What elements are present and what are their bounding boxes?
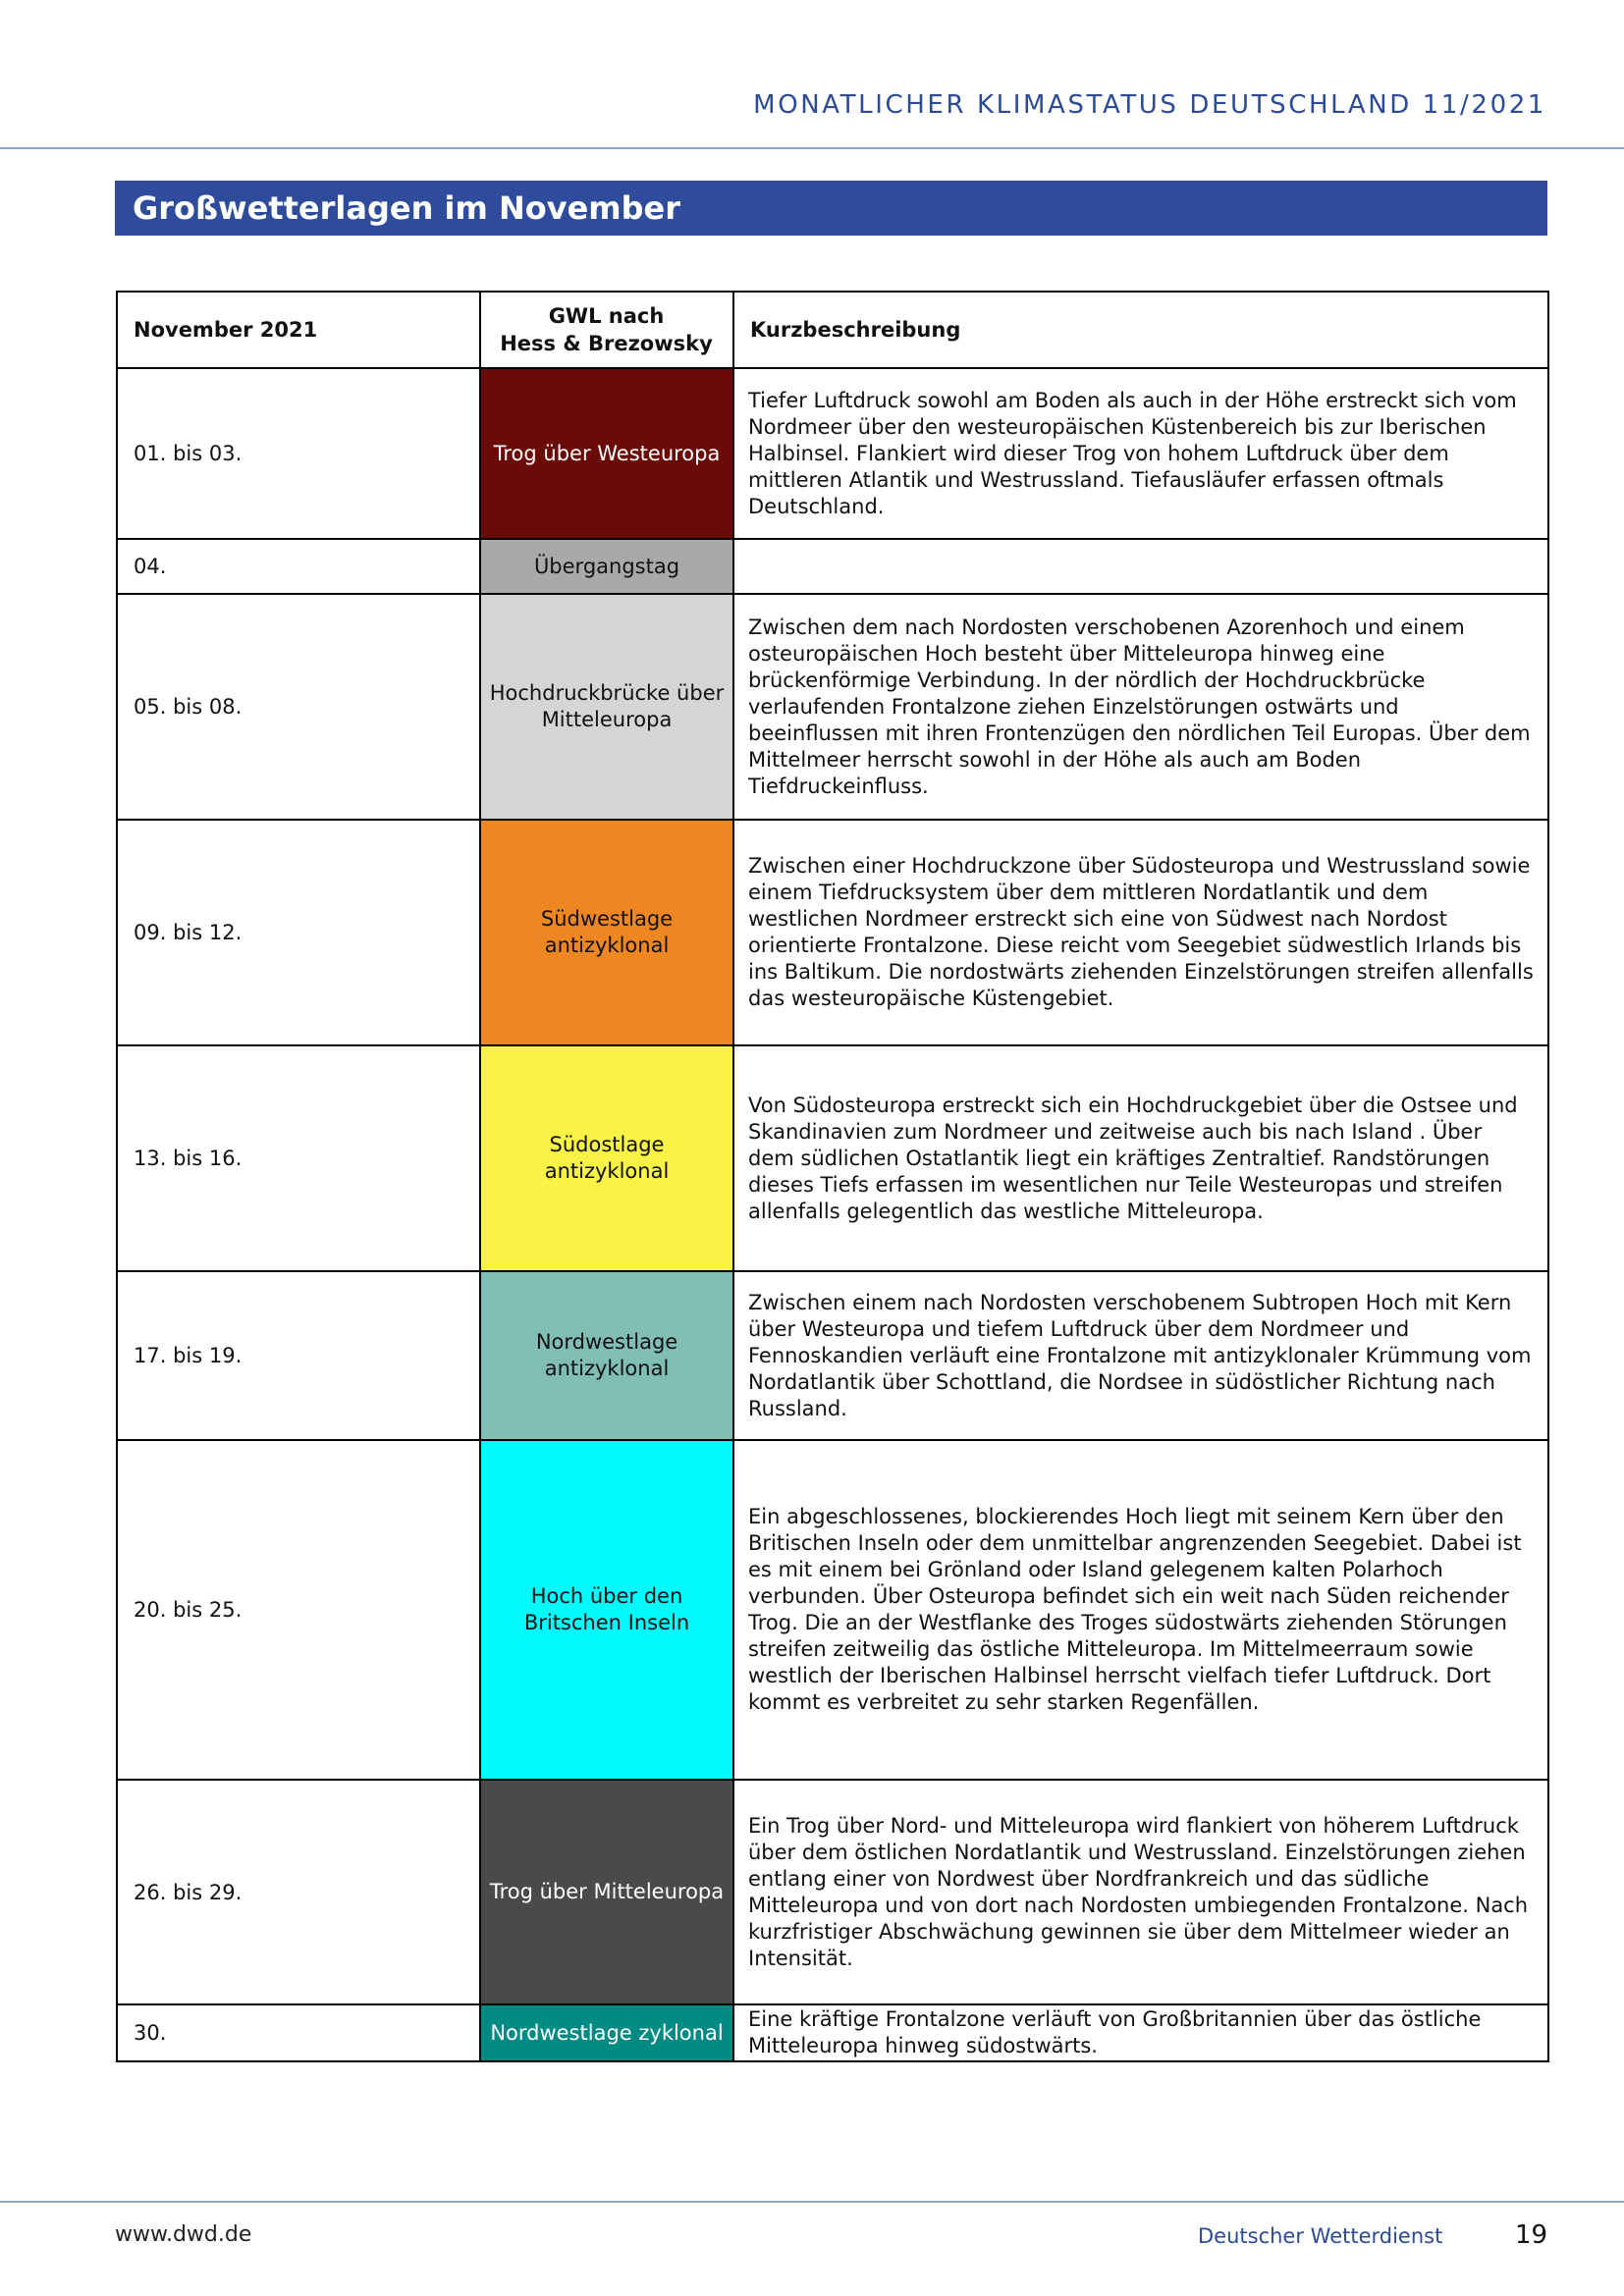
table-header-row [117,292,1548,368]
date-cell: 09. bis 12. [117,820,480,1045]
column-header-description: Kurzbeschreibung [733,292,1548,368]
table-row [117,1780,1548,2004]
gwl-table [116,291,1549,2062]
description-cell: Ein abgeschlossenes, blockierendes Hoch liegt mit seinem Kern über den Britischen Inseln oder dem unmittelbar angrenzenden Seegebiet. Dabei ist es mit einem bei Grönland oder Island gelegenem kalten Polarhoch verbunden. Über Osteuropa befindet sich ein weit nach Süden reichender Trog. Die an der Westflanke des Troges südostwärts ziehenden Störungen streifen zeitweilig das östliche Mitteleuropa. Im Mittelmeerraum sowie westlich der Iberischen Halbinsel herrscht vielfach tiefer Luftdruck. Dort kommt es verbreitet zu sehr starken Regenfällen. [733,1440,1548,1780]
date-cell: 05. bis 08. [117,594,480,820]
description-cell: Zwischen einem nach Nordosten verschobenem Subtropen Hoch mit Kern über Westeuropa und tiefem Luftdruck über dem Nordmeer und Fennoskandien verläuft eine Frontalzone mit antizyklonaler Krümmung vom Nordatlantik über Schottland, die Nordsee in südöstlicher Richtung nach Russland. [733,1271,1548,1440]
table-row [117,594,1548,820]
gwl-cell: Hochdruckbrücke über Mitteleuropa [480,594,733,820]
section-title: Großwetterlagen im November [115,181,1547,236]
date-cell: 13. bis 16. [117,1045,480,1271]
description-cell: Zwischen dem nach Nordosten verschobenen Azorenhoch und einem osteuropäischen Hoch besteht über Mitteleuropa hinweg eine brückenförmige Verbindung. In der nördlich der Hochdruckbrücke verlaufenden Frontalzone ziehen Einzelstörungen ostwärts und beeinflussen mit ihren Frontenzügen den nördlichen Teil Europas. Über dem Mittelmeer herrscht sowohl in der Höhe als auch am Boden Tiefdruckeinfluss. [733,594,1548,820]
table-row [117,1271,1548,1440]
table-row [117,539,1548,594]
footer-organization: Deutscher Wetterdienst [1198,2224,1443,2248]
description-cell: Von Südosteuropa erstreckt sich ein Hochdruckgebiet über die Ostsee und Skandinavien zum Nordmeer und zeitweise auch bis nach Island . Über dem südlichen Ostatlantik liegt ein kräftiges Zentraltief. Randstörungen dieses Tiefs erfassen im wesentlichen nur Teile Westeuropas und streifen allenfalls gelegentlich das westliche Mitteleuropa. [733,1045,1548,1271]
date-cell: 30. [117,2004,480,2061]
description-cell: Zwischen einer Hochdruckzone über Südosteuropa und Westrussland sowie einem Tiefdrucksystem über dem mittleren Nordatlantik und dem westlichen Nordmeer erstreckt sich eine von Südwest nach Nordost orientierte Frontalzone. Diese reicht vom Seegebiet südwestlich Irlands bis ins Baltikum. Die nordostwärts ziehenden Einzelstörungen streifen allenfalls das westeuropäische Küstengebiet. [733,820,1548,1045]
gwl-cell: Übergangstag [480,539,733,594]
table-row [117,368,1548,539]
date-cell: 26. bis 29. [117,1780,480,2004]
gwl-cell: Südwestlage antizyklonal [480,820,733,1045]
description-cell: Eine kräftige Frontalzone verläuft von Großbritannien über das östliche Mitteleuropa hinweg südostwärts. [733,2004,1548,2061]
page-number: 19 [1515,2220,1548,2250]
table-row [117,1045,1548,1271]
description-cell [733,539,1548,594]
table-row [117,2004,1548,2061]
column-header-gwl-line2: Hess & Brezowsky [500,332,713,355]
column-header-gwl-line1: GWL nach [548,304,665,328]
date-cell: 20. bis 25. [117,1440,480,1780]
column-header-gwl [480,292,733,368]
gwl-cell: Hoch über den Britschen Inseln [480,1440,733,1780]
page-header-title: MONATLICHER KLIMASTATUS DEUTSCHLAND 11/2021 [753,90,1546,120]
header-divider [0,147,1624,149]
gwl-cell: Südostlage antizyklonal [480,1045,733,1271]
gwl-cell: Trog über Mitteleuropa [480,1780,733,2004]
table-row [117,1440,1548,1780]
table-row [117,820,1548,1045]
footer-url: www.dwd.de [115,2222,252,2247]
gwl-cell: Trog über Westeuropa [480,368,733,539]
date-cell: 01. bis 03. [117,368,480,539]
footer-divider [0,2201,1624,2203]
gwl-cell: Nordwestlage zyklonal [480,2004,733,2061]
date-cell: 04. [117,539,480,594]
gwl-cell: Nordwestlage antizyklonal [480,1271,733,1440]
description-cell: Ein Trog über Nord- und Mitteleuropa wird flankiert von höherem Luftdruck über dem östlichen Nordatlantik und Westrussland. Einzelstörungen ziehen entlang einer von Nordwest über Nordfrankreich und das südliche Mitteleuropa und von dort nach Nordosten umbiegenden Frontalzone. Nach kurzfristiger Abschwächung gewinnen sie über dem Mittelmeer wieder an Intensität. [733,1780,1548,2004]
column-header-date: November 2021 [117,292,480,368]
description-cell: Tiefer Luftdruck sowohl am Boden als auch in der Höhe erstreckt sich vom Nordmeer über den westeuropäischen Küstenbereich bis zur Iberischen Halbinsel. Flankiert wird dieser Trog von hohem Luftdruck über dem mittleren Atlantik und Westrussland. Tiefausläufer erfassen oftmals Deutschland. [733,368,1548,539]
date-cell: 17. bis 19. [117,1271,480,1440]
